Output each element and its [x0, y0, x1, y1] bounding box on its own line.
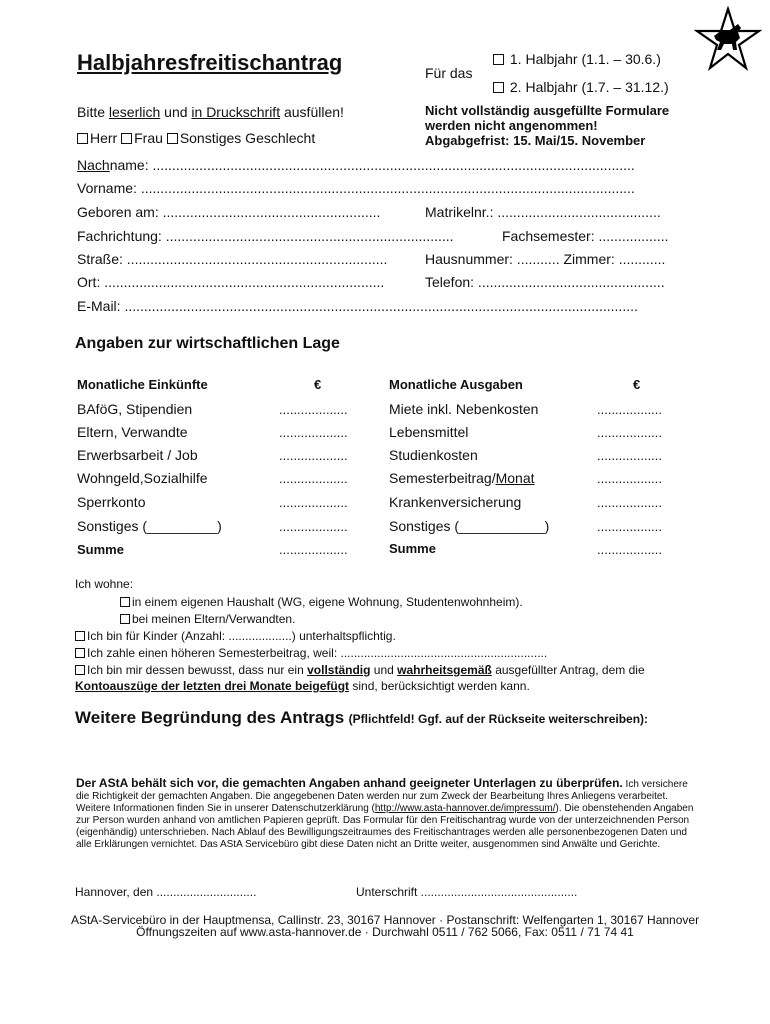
wohnen-label: Ich wohne:	[75, 577, 134, 591]
income-row-label: BAföG, Stipendien	[77, 401, 193, 417]
expense-row-label: Krankenversicherung	[389, 494, 522, 510]
kontoauszuege-note: Kontoauszüge der letzten drei Monate beigefügt sind, berücksichtigt werden kann.	[75, 679, 530, 693]
halbjahr1-label: 1. Halbjahr (1.1. – 30.6.)	[509, 51, 661, 67]
kinder-checkbox[interactable]	[75, 631, 85, 641]
income-header: Monatliche Einkünfte	[77, 377, 208, 392]
asta-logo-icon	[694, 6, 762, 79]
wohnen-option-eigen[interactable]: in einem eigenen Haushalt (WG, eigene Wohnung, Studentenwohnheim).	[120, 595, 523, 609]
income-row-label: Eltern, Verwandte	[77, 424, 188, 440]
email-field[interactable]: E-Mail: ....................................................................................................................................	[77, 298, 638, 314]
semesterbeitrag-option[interactable]: Ich zahle einen höheren Semesterbeitrag, weil: ..............................................................	[75, 646, 547, 660]
expense-value-field[interactable]: ..................	[597, 402, 663, 417]
expense-value-field[interactable]: ..................	[597, 519, 663, 534]
sonstiges-checkbox[interactable]	[167, 133, 178, 144]
income-sum-field[interactable]: ...................	[279, 542, 348, 557]
expense-row-label: Sonstiges (___________)	[389, 518, 550, 534]
kinder-option[interactable]: Ich bin für Kinder (Anzahl: ...................) unterhaltspflichtig.	[75, 629, 396, 643]
sonstiges-label: Sonstiges Geschlecht	[179, 130, 316, 146]
income-value-field[interactable]: ...................	[279, 425, 348, 440]
ort-field[interactable]: Ort: ........................................................................	[77, 274, 385, 290]
herr-label: Herr	[90, 130, 118, 146]
footer-address: AStA-Servicebüro in der Hauptmensa, Callinstr. 23, 30167 Hannover · Postanschrift: Welfengarten 1, 30167 Hannover	[70, 913, 700, 927]
herr-checkbox[interactable]	[77, 133, 88, 144]
vorname-field[interactable]: Vorname: ...............................................................................................................................	[77, 180, 635, 196]
eigen-checkbox[interactable]	[120, 597, 130, 607]
expense-value-field[interactable]: ..................	[597, 425, 663, 440]
income-sum-label: Summe	[77, 542, 124, 557]
expense-sum-label: Summe	[389, 541, 436, 556]
hausnummer-field[interactable]: Hausnummer: ........... Zimmer: ............	[425, 251, 666, 267]
frau-label: Frau	[134, 130, 163, 146]
bewusst-option[interactable]: Ich bin mir dessen bewusst, dass nur ein vollständig und wahrheitsgemäß ausgefüllter Antrag, dem die	[75, 663, 645, 677]
income-row-label: Wohngeld,Sozialhilfe	[77, 470, 208, 486]
halbjahr1-option[interactable]	[493, 51, 661, 67]
halbjahr2-option[interactable]	[493, 79, 669, 95]
begruendung-textarea[interactable]	[75, 735, 695, 771]
fachrichtung-field[interactable]: Fachrichtung: ..........................................................................	[77, 228, 454, 244]
income-currency: €	[314, 377, 322, 392]
telefon-field[interactable]: Telefon: ................................................	[425, 274, 665, 290]
matrikel-field[interactable]: Matrikelnr.: ..........................................	[425, 204, 661, 220]
expense-value-field[interactable]: ..................	[597, 448, 663, 463]
halbjahr2-checkbox[interactable]	[493, 82, 504, 93]
finance-heading: Angaben zur wirtschaftlichen Lage	[75, 335, 340, 352]
income-row-label: Sonstiges (_________)	[77, 518, 222, 534]
expense-row-label: Semesterbeitrag/Monat	[389, 470, 535, 486]
place-date-field[interactable]: Hannover, den ..............................	[75, 885, 257, 899]
income-row-label: Erwerbsarbeit / Job	[77, 447, 198, 463]
geboren-field[interactable]: Geboren am: ........................................................	[77, 204, 381, 220]
expense-row-label: Lebensmittel	[389, 424, 469, 440]
signature-field[interactable]: Unterschrift ...............................................	[356, 885, 578, 899]
privacy-notice: Der AStA behält sich vor, die gemachten Angaben anhand geeigneter Unterlagen zu überprüfen. Ich versichere die Richtigkeit der gemachten Angaben. Die angegebenen Daten werden nur zum Zweck der Bearbeitung Ihres Anliegens verarbeitet. Weitere Informationen finden Sie in unserer Datenschutzerklärung (http://www.asta-hannover.de/impressum/). Die obenstehenden Angaben zur Person wurden anhand von amtlichen Papieren geprüft. Das Formular für den Freitischantrag wurde von der unterzeichnenden Person (eigenhändig) unterschrieben. Nach Ablauf des Bewilligungszeitraumes des Freitischantrages werden alle personenbezogenen Daten und alle Erklärungen vernichtet. Das AStA Servicebüro gibt diese Daten nicht an Dritte weiter, ausgenommen sind Anwälte und Gerichte.	[76, 776, 694, 850]
income-row-label: Sperrkonto	[77, 494, 146, 510]
fuer-das-label: Für das	[425, 65, 473, 81]
halbjahr2-label: 2. Halbjahr (1.7. – 31.12.)	[509, 79, 669, 95]
bewusst-checkbox[interactable]	[75, 665, 85, 675]
impressum-link[interactable]: http://www.asta-hannover.de/impressum/	[374, 803, 556, 814]
page-title: Halbjahresfreitischantrag	[77, 50, 343, 75]
nachname-field[interactable]: Nachname: ............................................................................................................................	[77, 157, 635, 173]
halbjahr1-checkbox[interactable]	[493, 54, 504, 65]
income-value-field[interactable]: ...................	[279, 495, 348, 510]
strasse-field[interactable]: Straße: ...................................................................	[77, 251, 388, 267]
expense-currency: €	[633, 377, 641, 392]
expense-row-label: Studienkosten	[389, 447, 478, 463]
eltern-checkbox[interactable]	[120, 614, 130, 624]
income-value-field[interactable]: ...................	[279, 519, 348, 534]
expense-header: Monatliche Ausgaben	[389, 377, 523, 392]
fill-instruction: Bitte leserlich und in Druckschrift ausfüllen!	[77, 104, 344, 120]
begruendung-heading: Weitere Begründung des Antrags (Pflichtfeld! Ggf. auf der Rückseite weiterschreiben):	[75, 708, 649, 727]
income-value-field[interactable]: ...................	[279, 471, 348, 486]
wohnen-option-eltern[interactable]: bei meinen Eltern/Verwandten.	[120, 612, 295, 626]
expense-sum-field[interactable]: ..................	[597, 542, 663, 557]
expense-row-label: Miete inkl. Nebenkosten	[389, 401, 539, 417]
semesterbeitrag-checkbox[interactable]	[75, 648, 85, 658]
frau-checkbox[interactable]	[121, 133, 132, 144]
anrede-options	[77, 130, 315, 146]
expense-value-field[interactable]: ..................	[597, 471, 663, 486]
income-value-field[interactable]: ...................	[279, 448, 348, 463]
income-value-field[interactable]: ...................	[279, 402, 348, 417]
deadline-notice: Nicht vollständig ausgefüllte Formulare werden nicht angenommen! Abgabgefrist: 15. Mai/15. November	[425, 103, 670, 148]
expense-value-field[interactable]: ..................	[597, 495, 663, 510]
footer-contact: Öffnungszeiten auf www.asta-hannover.de · Durchwahl 0511 / 762 5066, Fax: 0511 / 71 74 41	[136, 925, 634, 939]
fachsemester-field[interactable]: Fachsemester: ..................	[502, 228, 669, 244]
